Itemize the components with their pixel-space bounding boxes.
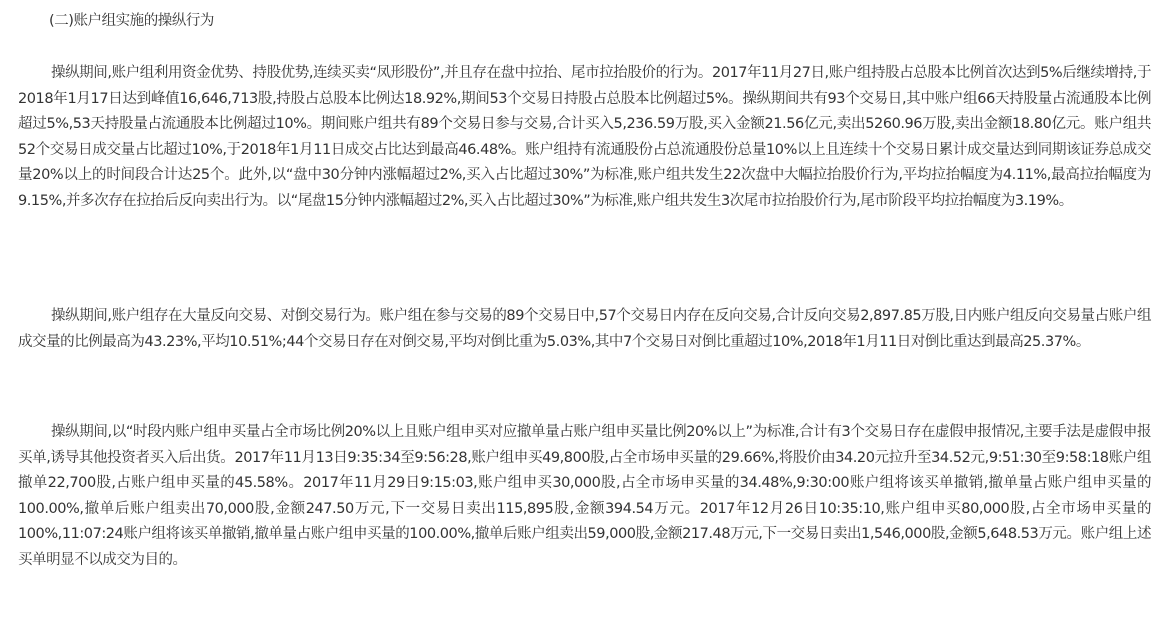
paragraph-reverse-trading: 操纵期间,账户组存在大量反向交易、对倒交易行为。账户组在参与交易的89个交易日中,57个交易日内存在反向交易,合计反向交易2,897.85万股,日内账户组反向交易量占账户组成交量的比例最高为43.23%,平均10.51%;44个交易日存在对倒交易,平均对倒比重为5.03%,其中7个交易日对倒比重超过10%,2018年1月11日对倒比重达到最高25.37%。 [18, 308, 1151, 350]
paragraph-false-orders: 操纵期间,以“时段内账户组申买量占全市场比例20%以上且账户组申买对应撤单量占账户组申买量比例20%以上”为标准,合计有3个交易日存在虚假申报情况,主要手法是虚假申报买单,诱导其他投资者买入后出货。2017年11月13日9:35:34至9:56:28,账户组申买49,800股,占全市场申买量的29.66%,将股价由34.20元拉升至34.52元,9:51:30至9:58:18账户组撤单22,700股,占账户组申买量的45.58%。2017年11月29日9:15:03,账户组申买30,000股,占全市场申买量的34.48%,9:30:00账户组将该买单撤销,撤单量占账户组申买量的100.00%,撤单后账户组卖出70,000股,金额247.50万元,下一交易日卖出115,895股,金额394.54万元。2017年12月26日10:35:10,账户组申买80,000股,占全市场申买量的100%,11:07:24账户组将该买单撤销,撤单量占账户组申买量的100.00%,撤单后账户组卖出59,000股,金额217.48万元,下一交易日卖出1,546,000股,金额5,648.53万元。账户组上述买单明显不以成交为目的。 [18, 424, 1152, 568]
section-heading: (二)账户组实施的操纵行为 [49, 13, 214, 29]
paragraph-price-manipulation: 操纵期间,账户组利用资金优势、持股优势,连续买卖“凤形股份”,并且存在盘中拉抬、尾市拉抬股价的行为。2017年11月27日,账户组持股占总股本比例首次达到5%后继续增持,于2018年1月17日达到峰值16,646,713股,持股占总股本比例达18.92%,期间53个交易日持股占总股本比例超过5%。操纵期间共有93个交易日,其中账户组66天持股量占流通股本比例超过5%,53天持股量占流通股本比例超过10%。期间账户组共有89个交易日参与交易,合计买入5,236.59万股,买入金额21.56亿元,卖出5260.96万股,卖出金额18.80亿元。账户组共52个交易日成交量占比超过10%,于2018年1月11日成交占比达到最高46.48%。账户组持有流通股份占总流通股份总量10%以上且连续十个交易日累计成交量达到同期该证券总成交量20%以上的时间段合计达25个。此外,以“盘中30分钟内涨幅超过2%,买入占比超过30%”为标准,账户组共发生22次盘中大幅拉抬股价行为,平均拉抬幅度为4.11%,最高拉抬幅度为9.15%,并多次存在拉抬后反向卖出行为。以“尾盘15分钟内涨幅超过2%,买入占比超过30%”为标准,账户组共发生3次尾市拉抬股价行为,尾市阶段平均拉抬幅度为3.19%。 [18, 65, 1151, 209]
